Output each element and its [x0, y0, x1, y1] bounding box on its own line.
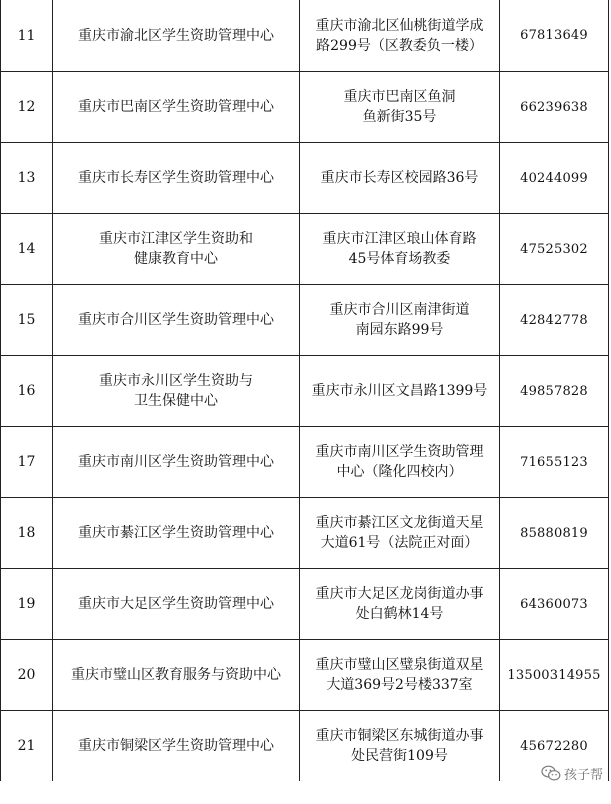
center-address-text: 重庆市长寿区校园路36号	[320, 170, 479, 186]
center-name	[53, 356, 300, 427]
center-phone-text: 85880819	[520, 525, 588, 541]
row-number	[1, 498, 53, 569]
center-address-text: 重庆市南川区学生资助管理 中心（隆化四校内）	[315, 444, 484, 480]
center-phone-text: 13500314955	[507, 667, 601, 683]
row-number-text: 17	[17, 454, 36, 470]
center-name	[53, 72, 300, 143]
center-name-text: 重庆市永川区学生资助与 卫生保健中心	[99, 373, 253, 409]
row-number-text: 15	[17, 312, 36, 328]
center-phone-text: 64360073	[520, 596, 588, 612]
row-number	[1, 711, 53, 782]
center-address-text: 重庆市巴南区鱼洞 鱼新街35号	[343, 89, 456, 125]
center-name	[53, 498, 300, 569]
center-address-text: 重庆市渝北区仙桃街道学成 路299号（区教委负一楼）	[315, 17, 484, 54]
row-number	[1, 143, 53, 214]
center-address-text: 重庆市永川区文昌路1399号	[311, 383, 488, 399]
table-row	[1, 498, 609, 569]
center-address-text: 重庆市璧山区璧泉街道双星 大道369号2号楼337室	[315, 657, 484, 693]
center-name	[53, 214, 300, 285]
center-phone-text: 45672280	[520, 738, 588, 754]
center-name-text: 重庆市綦江区学生资助管理中心	[78, 525, 274, 541]
center-phone	[500, 214, 609, 285]
row-number	[1, 214, 53, 285]
row-number-text: 21	[17, 738, 36, 754]
center-name-text: 重庆市铜梁区学生资助管理中心	[78, 738, 274, 754]
center-phone-text: 42842778	[520, 312, 588, 328]
center-phone	[500, 72, 609, 143]
center-phone-text: 47525302	[520, 241, 588, 257]
center-address	[300, 640, 500, 711]
center-address	[300, 214, 500, 285]
table-row	[1, 427, 609, 498]
center-address-text: 重庆市江津区琅山体育路 45号体育场教委	[322, 231, 477, 267]
center-address-text: 重庆市綦江区文龙街道天星 大道61号（法院正对面）	[315, 515, 484, 551]
table-row	[1, 214, 609, 285]
center-address	[300, 427, 500, 498]
center-address	[300, 143, 500, 214]
center-name	[53, 143, 300, 214]
center-name-text: 重庆市巴南区学生资助管理中心	[78, 99, 274, 115]
center-phone	[500, 285, 609, 356]
row-number-text: 11	[17, 27, 36, 44]
table-row	[1, 356, 609, 427]
center-name-text: 重庆市江津区学生资助和 健康教育中心	[99, 231, 253, 267]
center-address	[300, 569, 500, 640]
center-phone-text: 67813649	[520, 28, 588, 43]
center-phone	[500, 498, 609, 569]
center-address-text: 重庆市合川区南津街道 南园东路99号	[329, 302, 470, 338]
table-row	[1, 640, 609, 711]
center-phone-text: 66239638	[520, 99, 588, 115]
row-number	[1, 285, 53, 356]
table-row	[1, 569, 609, 640]
table-row	[1, 72, 609, 143]
center-phone	[500, 569, 609, 640]
center-address	[300, 0, 500, 72]
row-number	[1, 356, 53, 427]
table-row	[1, 711, 609, 782]
table-row	[1, 143, 609, 214]
center-name	[53, 285, 300, 356]
watermark	[541, 764, 603, 783]
row-number-text: 20	[17, 667, 36, 683]
row-number-text: 14	[17, 241, 36, 257]
row-number-text: 18	[17, 525, 36, 541]
center-name	[53, 0, 300, 72]
row-number	[1, 640, 53, 711]
row-number	[1, 427, 53, 498]
center-phone	[500, 356, 609, 427]
center-address	[300, 498, 500, 569]
center-phone-text: 71655123	[520, 454, 588, 470]
center-address	[300, 711, 500, 782]
row-number	[1, 72, 53, 143]
center-name-text: 重庆市长寿区学生资助管理中心	[78, 170, 274, 186]
center-name-text: 重庆市南川区学生资助管理中心	[78, 454, 274, 470]
center-address	[300, 72, 500, 143]
center-name	[53, 427, 300, 498]
watermark-text: 孩子帮	[563, 768, 603, 783]
center-phone	[500, 640, 609, 711]
center-name-text: 重庆市合川区学生资助管理中心	[78, 312, 274, 328]
wechat-icon	[541, 765, 561, 782]
center-address	[300, 356, 500, 427]
center-phone-text: 40244099	[520, 170, 588, 186]
row-number	[1, 0, 53, 72]
center-phone-text: 49857828	[520, 383, 588, 399]
center-address-text: 重庆市大足区龙岗街道办事 处白鹤林14号	[315, 586, 484, 622]
table-row	[1, 0, 609, 72]
center-address-text: 重庆市铜梁区东城街道办事 处民营街109号	[315, 728, 484, 764]
center-phone	[500, 143, 609, 214]
row-number	[1, 569, 53, 640]
row-number-text: 12	[17, 99, 36, 115]
center-name	[53, 569, 300, 640]
center-name-text: 重庆市渝北区学生资助管理中心	[78, 27, 274, 44]
center-name	[53, 711, 300, 782]
center-phone	[500, 0, 609, 72]
row-number-text: 13	[17, 170, 36, 186]
center-name	[53, 640, 300, 711]
row-number-text: 19	[17, 596, 36, 612]
center-name-text: 重庆市璧山区教育服务与资助中心	[71, 667, 281, 683]
center-address	[300, 285, 500, 356]
row-number-text: 16	[17, 383, 36, 399]
table-row	[1, 285, 609, 356]
center-name-text: 重庆市大足区学生资助管理中心	[78, 596, 274, 612]
center-phone	[500, 427, 609, 498]
